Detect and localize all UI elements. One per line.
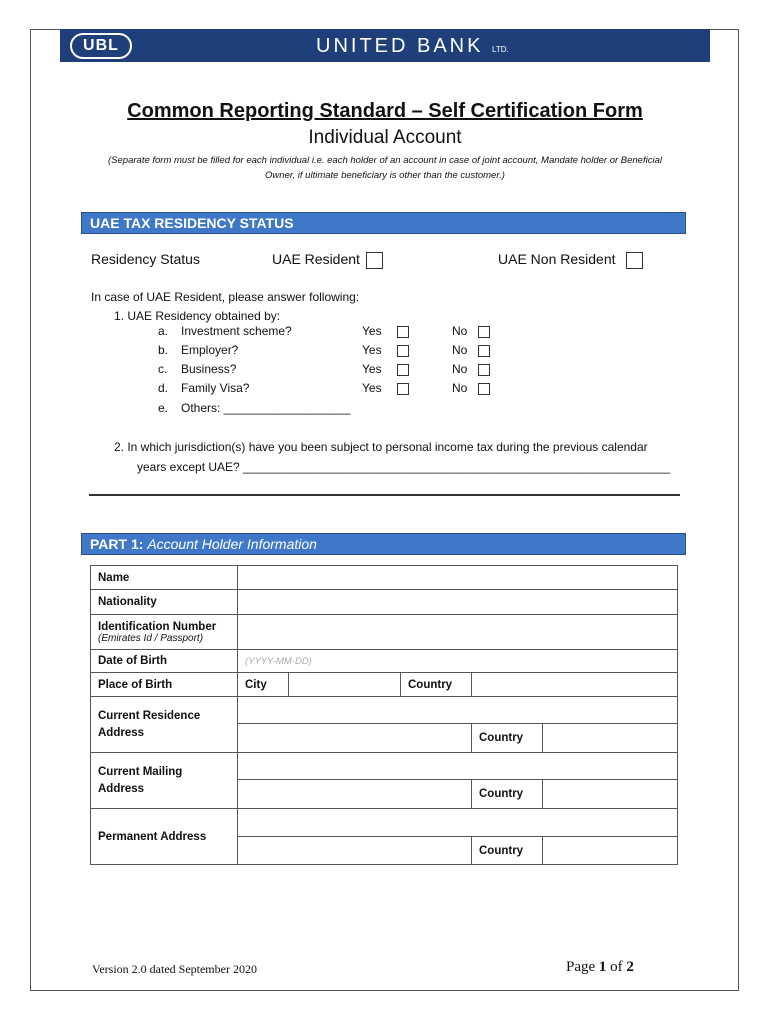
business-yes-checkbox[interactable] bbox=[397, 364, 409, 376]
option-letter: d. bbox=[158, 381, 169, 395]
page-of: of bbox=[606, 959, 627, 975]
uae-resident-checkbox[interactable] bbox=[366, 252, 383, 269]
id-number-field[interactable] bbox=[238, 615, 678, 650]
no-label: No bbox=[452, 381, 468, 395]
bank-name-text: UNITED BANK bbox=[316, 35, 484, 57]
form-subtitle: Individual Account bbox=[308, 127, 462, 148]
permanent-address-field[interactable] bbox=[238, 809, 678, 837]
option-label: Employer? bbox=[181, 343, 239, 357]
current-mailing-label bbox=[91, 753, 238, 809]
option-letter: e. bbox=[158, 401, 169, 415]
question-1: 1. UAE Residency obtained by: bbox=[114, 309, 281, 323]
id-number-text: Identification Number bbox=[98, 620, 217, 633]
account-holder-table bbox=[90, 565, 678, 865]
yes-label: Yes bbox=[362, 362, 382, 376]
nationality-field[interactable] bbox=[238, 590, 678, 615]
name-label: Name bbox=[91, 566, 238, 590]
section-divider bbox=[89, 494, 680, 496]
current-mailing-line2: Address bbox=[98, 782, 145, 795]
option-letter: a. bbox=[158, 324, 169, 338]
current-mailing-field-2[interactable] bbox=[238, 780, 472, 809]
current-mailing-field[interactable] bbox=[238, 753, 678, 780]
investment-no-checkbox[interactable] bbox=[478, 326, 490, 338]
place-of-birth-label: Place of Birth bbox=[91, 673, 238, 697]
employer-yes-checkbox[interactable] bbox=[397, 345, 409, 357]
part1-heading bbox=[81, 533, 686, 555]
yes-label: Yes bbox=[362, 343, 382, 357]
current-residence-country-field[interactable] bbox=[543, 724, 678, 753]
current-mailing-line1: Current Mailing bbox=[98, 765, 183, 778]
employer-no-checkbox[interactable] bbox=[478, 345, 490, 357]
uae-resident-option[interactable] bbox=[272, 251, 383, 269]
permanent-address-field-2[interactable] bbox=[238, 837, 472, 865]
option-letter: c. bbox=[158, 362, 168, 376]
id-hint: (Emirates Id / Passport) bbox=[98, 632, 204, 644]
part1-heading-italic: Account Holder Information bbox=[147, 536, 317, 552]
dob-label: Date of Birth bbox=[91, 650, 238, 673]
country-label: Country bbox=[472, 837, 543, 865]
investment-yes-checkbox[interactable] bbox=[397, 326, 409, 338]
part1-heading-bold: PART 1: bbox=[90, 536, 144, 552]
bank-name bbox=[316, 35, 509, 58]
question-2: 2. In which jurisdiction(s) have you been subject to personal income tax during the previous calendar bbox=[114, 440, 648, 454]
uae-non-resident-option[interactable] bbox=[498, 251, 643, 269]
permanent-country-field[interactable] bbox=[543, 837, 678, 865]
birth-country-field[interactable] bbox=[472, 673, 678, 697]
version-text: Version 2.0 dated September 2020 bbox=[92, 962, 257, 976]
country-label: Country bbox=[472, 724, 543, 753]
family-visa-no-checkbox[interactable] bbox=[478, 383, 490, 395]
page-total: 2 bbox=[626, 959, 634, 975]
option-label: Investment scheme? bbox=[181, 324, 292, 338]
current-residence-field-2[interactable] bbox=[238, 724, 472, 753]
yes-label: Yes bbox=[362, 324, 382, 338]
bank-suffix: LTD. bbox=[492, 45, 509, 54]
question-2-answer-field[interactable]: years except UAE? ________________________________________________________________ bbox=[137, 460, 671, 474]
note-line-1: (Separate form must be filled for each individual i.e. each holder of an account in case of joint account, Mandate holder or Beneficial bbox=[108, 155, 662, 166]
form-title: Common Reporting Standard – Self Certification Form bbox=[127, 100, 643, 122]
ubl-logo bbox=[70, 32, 132, 59]
nationality-label: Nationality bbox=[91, 590, 238, 615]
note-line-2: Owner, if ultimate beneficiary is other than the customer.) bbox=[265, 170, 505, 181]
permanent-address-label: Permanent Address bbox=[91, 809, 238, 865]
residency-status-label: Residency Status bbox=[91, 251, 200, 267]
country-label: Country bbox=[401, 673, 472, 697]
family-visa-yes-checkbox[interactable] bbox=[397, 383, 409, 395]
page-prefix: Page bbox=[566, 959, 599, 975]
id-number-label bbox=[91, 615, 238, 650]
current-residence-field[interactable] bbox=[238, 697, 678, 724]
uae-section-heading bbox=[81, 212, 686, 234]
option-label: Business? bbox=[181, 362, 237, 376]
no-label: No bbox=[452, 324, 468, 338]
others-field[interactable]: Others: ___________________ bbox=[181, 401, 351, 415]
current-residence-label bbox=[91, 697, 238, 753]
dob-field[interactable]: (YYYY-MM-DD) bbox=[238, 650, 678, 673]
country-label: Country bbox=[472, 780, 543, 809]
no-label: No bbox=[452, 362, 468, 376]
option-letter: b. bbox=[158, 343, 169, 357]
option-label: Family Visa? bbox=[181, 381, 250, 395]
current-residence-line2: Address bbox=[98, 726, 145, 739]
page-number bbox=[566, 959, 634, 976]
yes-label: Yes bbox=[362, 381, 382, 395]
business-no-checkbox[interactable] bbox=[478, 364, 490, 376]
name-field[interactable] bbox=[238, 566, 678, 590]
form-note bbox=[80, 153, 690, 183]
city-label: City bbox=[238, 673, 289, 697]
current-residence-line1: Current Residence bbox=[98, 709, 201, 722]
uae-non-resident-label: UAE Non Resident bbox=[498, 251, 616, 267]
uae-non-resident-checkbox[interactable] bbox=[626, 252, 643, 269]
city-field[interactable] bbox=[289, 673, 401, 697]
logo-text: UBL bbox=[70, 33, 132, 59]
no-label: No bbox=[452, 343, 468, 357]
uae-resident-label: UAE Resident bbox=[272, 251, 360, 267]
current-mailing-country-field[interactable] bbox=[543, 780, 678, 809]
uae-heading-text: UAE TAX RESIDENCY STATUS bbox=[90, 215, 294, 231]
header-banner bbox=[60, 29, 710, 62]
page-current: 1 bbox=[598, 959, 607, 975]
resident-intro: In case of UAE Resident, please answer following: bbox=[91, 290, 360, 304]
